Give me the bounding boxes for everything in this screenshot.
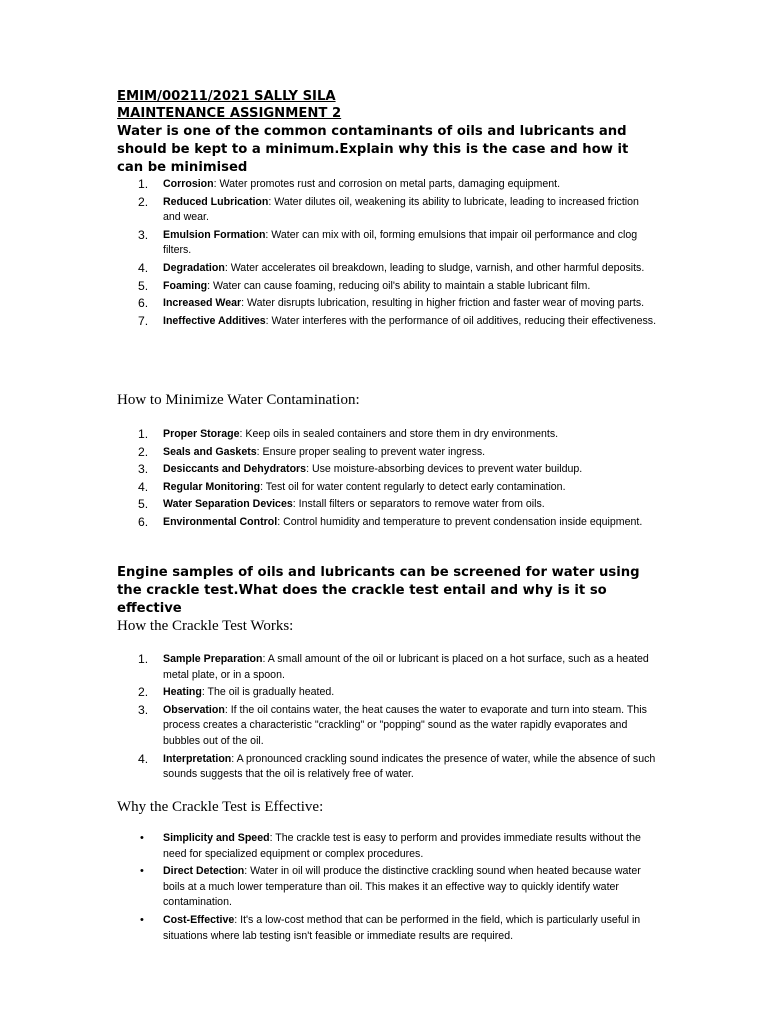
list-item [117,427,657,443]
list-item [117,228,657,259]
list-item [117,864,657,911]
item-term: Interpretation [163,752,232,765]
item-text: : The crackle test is easy to perform and provides immediate results without the need for specialized equipment or complex procedures. [163,832,641,860]
works-list [117,652,657,785]
list-item [117,480,657,496]
minimize-list [117,427,657,533]
question-2: Engine samples of oils and lubricants can be screened for water using the crackle test.What does the crackle test entail and why is it so effective [117,565,640,616]
item-text: : The oil is gradually heated. [201,686,335,699]
item-text: : Water promotes rust and corrosion on metal parts, damaging equipment. [213,178,561,190]
item-text: : It's a low-cost method that can be performed in the field, which is particularly useful in situations where lab testing isn't feasible or immediate results are required. [163,913,641,942]
item-text: : Water disrupts lubrication, resulting in higher friction and faster wear of moving parts. [241,297,645,310]
item-number: 5. [138,497,149,512]
item-term: Proper Storage [163,428,240,440]
item-term: Degradation [163,261,225,274]
item-number: 2. [138,194,149,209]
list-item [117,703,657,750]
list-item [117,831,657,862]
question-1: Water is one of the common contaminants of oils and lubricants and should be kept to a minimum.Explain why this is the case and how it can be minimised [117,124,629,175]
item-term: Direct Detection [163,865,245,878]
item-number: 7. [138,313,149,328]
item-number: 4. [138,479,149,494]
item-term: Emulsion Formation [163,228,266,241]
item-term: Ineffective Additives [163,314,266,327]
list-item [117,177,657,193]
bullet-icon: • [140,832,144,844]
item-term: Seals and Gaskets [163,445,257,458]
item-text: : A small amount of the oil or lubricant is placed on a hot surface, such as a heated metal plate, or in a spoon. [163,653,649,681]
item-number: 4. [138,751,149,766]
item-text: : Water dilutes oil, weakening its ability to lubricate, leading to increased friction and wear. [163,195,639,224]
list-item [117,652,657,683]
item-term: Sample Preparation [163,653,263,665]
item-number: 2. [138,685,149,700]
reasons-list [117,177,657,331]
list-item [117,279,657,295]
header-assignment-line: MAINTENANCE ASSIGNMENT 2 [117,106,342,121]
item-term: Heating [163,686,202,699]
item-text: : A pronounced crackling sound indicates the presence of water, while the absence of such sounds suggests that the oil is relatively free of water. [163,752,656,781]
item-number: 3. [138,462,149,477]
item-term: Water Separation Devices [163,498,293,511]
item-text: : Ensure proper sealing to prevent water ingress. [256,445,486,458]
item-text: : Water accelerates oil breakdown, leading to sludge, varnish, and other harmful deposits. [224,261,645,274]
section-heading-effective: Why the Crackle Test is Effective: [117,799,324,815]
section-heading-minimize: How to Minimize Water Contamination: [117,392,360,408]
item-term: Reduced Lubrication [163,195,269,208]
item-term: Desiccants and Dehydrators [163,463,307,476]
item-term: Environmental Control [163,515,278,528]
item-term: Simplicity and Speed [163,832,270,844]
list-item [117,497,657,513]
effective-list [117,831,657,946]
item-number: 1. [138,177,149,191]
list-item [117,445,657,461]
item-number: 6. [138,296,149,311]
header-student-line: EMIM/00211/2021 SALLY SILA [117,89,336,104]
item-text: : Test oil for water content regularly to detect early contamination. [260,480,566,493]
list-item [117,296,657,312]
item-text: : Water can mix with oil, forming emulsions that impair oil performance and clog filters. [163,228,638,257]
list-item [117,195,657,226]
item-text: : Water can cause foaming, reducing oil's ability to maintain a stable lubricant film. [207,279,591,292]
item-text: : Use moisture-absorbing devices to prevent water buildup. [306,463,583,476]
item-text: : If the oil contains water, the heat causes the water to evaporate and turn into steam. This process creates a characteristic "crackling" or "popping" sound as the water rapidly evaporates and bubbles out of the oil. [163,703,647,747]
item-number: 1. [138,652,149,666]
item-term: Foaming [163,279,208,292]
item-term: Corrosion [163,178,214,190]
list-item [117,515,657,531]
list-item [117,913,657,944]
item-term: Regular Monitoring [163,480,261,493]
item-number: 1. [138,427,149,441]
item-text: : Water interferes with the performance of oil additives, reducing their effectiveness. [265,314,657,327]
item-term: Observation [163,703,225,716]
item-text: : Water in oil will produce the distinctive crackling sound when heated because water boils at a much lower temperature than oil. This makes it an effective way to quickly identify water contamination. [163,865,641,909]
bullet-icon: • [140,913,144,926]
item-text: : Control humidity and temperature to prevent condensation inside equipment. [277,515,643,528]
item-number: 5. [138,278,149,293]
item-text: : Install filters or separators to remove water from oils. [292,498,545,511]
item-number: 3. [138,702,149,717]
list-item [117,752,657,783]
item-number: 3. [138,227,149,242]
item-term: Increased Wear [163,297,242,310]
item-number: 2. [138,444,149,459]
item-number: 6. [138,514,149,529]
list-item [117,462,657,478]
item-term: Cost-Effective [163,913,235,926]
list-item [117,261,657,277]
list-item [117,685,657,701]
item-number: 4. [138,260,149,275]
list-item [117,314,657,330]
bullet-icon: • [140,865,144,878]
item-text: : Keep oils in sealed containers and store them in dry environments. [239,428,559,440]
section-heading-works: How the Crackle Test Works: [117,618,294,634]
